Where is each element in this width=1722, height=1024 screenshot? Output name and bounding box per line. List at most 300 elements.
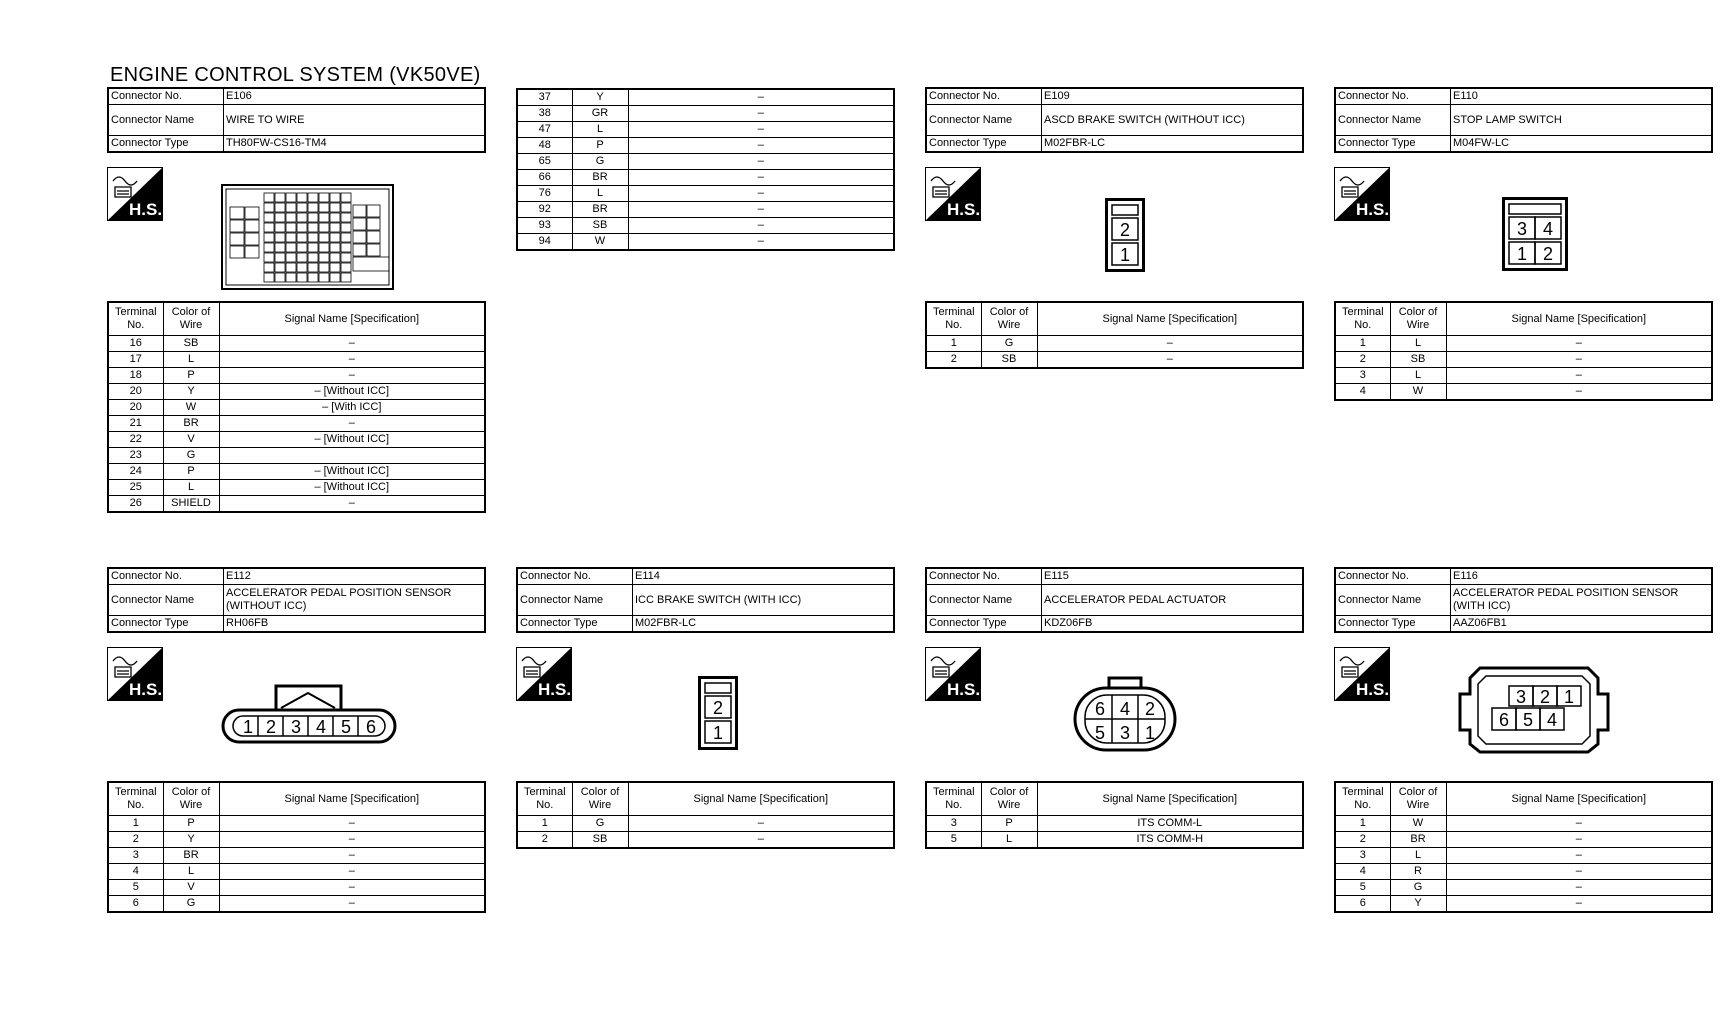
- terminal-no-cell: 3: [926, 816, 981, 832]
- wire-color-cell: BR: [1390, 832, 1446, 848]
- wire-color-cell: G: [163, 896, 219, 913]
- connector-name-label: Connector Name: [517, 585, 633, 616]
- table-row: [517, 218, 894, 234]
- terminal-no-cell: 3: [1335, 848, 1390, 864]
- connector-header-table: [1334, 87, 1713, 153]
- pin-label: 1: [1563, 687, 1575, 707]
- signal-name-cell: –: [219, 848, 485, 864]
- terminal-no-cell: 94: [517, 234, 572, 251]
- hs-icon: [1334, 167, 1390, 221]
- color-of-wire-header: Color of Wire: [981, 302, 1037, 336]
- wire-color-cell: G: [981, 336, 1037, 352]
- color-of-wire-header: Color of Wire: [163, 302, 219, 336]
- wire-color-cell: Y: [1390, 896, 1446, 913]
- pin-label: 2: [1539, 687, 1551, 707]
- terminal-no-cell: 1: [1335, 816, 1390, 832]
- connector-no-value: E112: [224, 568, 486, 585]
- wire-color-cell: G: [572, 816, 628, 832]
- signal-name-cell: –: [219, 496, 485, 513]
- table-row: [108, 832, 485, 848]
- pin-label: 2: [1144, 699, 1156, 719]
- table-row: [1335, 896, 1712, 913]
- pin-label: 3: [1516, 219, 1528, 239]
- terminal-no-cell: 20: [108, 400, 163, 416]
- wire-color-cell: L: [1390, 336, 1446, 352]
- signal-name-cell: –: [1446, 896, 1712, 913]
- wire-color-cell: Y: [163, 832, 219, 848]
- wire-color-cell: V: [163, 432, 219, 448]
- terminal-no-cell: 47: [517, 122, 572, 138]
- pin-label: 5: [1522, 710, 1534, 730]
- terminal-no-cell: 18: [108, 368, 163, 384]
- connector-type-label: Connector Type: [1335, 136, 1451, 153]
- connector-no-value: E110: [1451, 88, 1713, 105]
- signal-name-header: Signal Name [Specification]: [1037, 782, 1303, 816]
- connector-name-value: STOP LAMP SWITCH: [1451, 105, 1713, 136]
- connector-e116: [1334, 567, 1713, 633]
- pin-label: 3: [1515, 687, 1527, 707]
- pin-label: 2: [265, 717, 277, 737]
- hs-icon: [516, 647, 572, 701]
- terminal-no-cell: 26: [108, 496, 163, 513]
- signal-name-header: Signal Name [Specification]: [1446, 302, 1712, 336]
- wire-color-cell: SB: [572, 832, 628, 849]
- connector-type-label: Connector Type: [926, 616, 1042, 633]
- pin-label: 5: [340, 717, 352, 737]
- table-row: [1335, 336, 1712, 352]
- table-row: [517, 186, 894, 202]
- wire-color-cell: P: [163, 816, 219, 832]
- terminal-no-cell: 3: [1335, 368, 1390, 384]
- terminal-no-cell: 92: [517, 202, 572, 218]
- terminal-no-header: Terminal No.: [926, 302, 981, 336]
- terminal-no-cell: 4: [108, 864, 163, 880]
- table-row: [1335, 352, 1712, 368]
- connector-face-e116: [1458, 666, 1610, 759]
- connector-face-e110: [1502, 197, 1568, 276]
- terminal-no-cell: 1: [926, 336, 981, 352]
- connector-name-label: Connector Name: [926, 585, 1042, 616]
- table-row: [517, 154, 894, 170]
- terminal-no-cell: 1: [1335, 336, 1390, 352]
- connector-name-value: ICC BRAKE SWITCH (WITH ICC): [633, 585, 895, 616]
- terminal-no-cell: 16: [108, 336, 163, 352]
- terminal-no-cell: 25: [108, 480, 163, 496]
- connector-e114: [516, 567, 895, 633]
- signal-name-header: Signal Name [Specification]: [628, 782, 894, 816]
- table-row: [108, 864, 485, 880]
- wire-color-cell: G: [572, 154, 628, 170]
- connector-no-label: Connector No.: [926, 568, 1042, 585]
- wire-color-cell: Y: [163, 384, 219, 400]
- terminal-no-cell: 1: [108, 816, 163, 832]
- connector-no-label: Connector No.: [926, 88, 1042, 105]
- signal-name-cell: ITS COMM-L: [1037, 816, 1303, 832]
- table-row: [1335, 832, 1712, 848]
- table-row: [1335, 816, 1712, 832]
- terminal-table-e110: [1334, 301, 1713, 401]
- hs-icon: [107, 167, 163, 221]
- signal-name-cell: ITS COMM-H: [1037, 832, 1303, 849]
- table-row: [1335, 368, 1712, 384]
- connector-face-e109: [1105, 198, 1145, 277]
- connector-name-value: ACCELERATOR PEDAL POSITION SENSOR (WITH ICC): [1451, 585, 1713, 616]
- signal-name-cell: –: [219, 896, 485, 913]
- wire-color-cell: BR: [163, 848, 219, 864]
- signal-name-cell: –: [1446, 336, 1712, 352]
- connector-header-table: [1334, 567, 1713, 633]
- wire-color-cell: L: [163, 352, 219, 368]
- pin-label: 6: [365, 717, 377, 737]
- pin-label: 4: [1542, 219, 1554, 239]
- wire-color-cell: R: [1390, 864, 1446, 880]
- connector-type-value: M04FW-LC: [1451, 136, 1713, 153]
- wire-color-cell: BR: [572, 202, 628, 218]
- wire-color-cell: W: [1390, 384, 1446, 401]
- terminal-table-e109: [925, 301, 1304, 369]
- table-row: [108, 880, 485, 896]
- connector-header-table: [107, 567, 486, 633]
- signal-name-cell: – [With ICC]: [219, 400, 485, 416]
- hs-icon: [925, 167, 981, 221]
- signal-name-cell: –: [219, 352, 485, 368]
- connector-name-value: WIRE TO WIRE: [224, 105, 486, 136]
- wire-color-cell: L: [163, 480, 219, 496]
- table-row: [108, 336, 485, 352]
- wire-color-cell: SHIELD: [163, 496, 219, 513]
- terminal-no-header: Terminal No.: [926, 782, 981, 816]
- hs-icon: [107, 647, 163, 701]
- connector-name-value: ACCELERATOR PEDAL ACTUATOR: [1042, 585, 1304, 616]
- wire-color-cell: BR: [163, 416, 219, 432]
- wire-color-cell: P: [572, 138, 628, 154]
- connector-header-table: [925, 87, 1304, 153]
- connector-name-label: Connector Name: [1335, 105, 1451, 136]
- terminal-no-cell: 17: [108, 352, 163, 368]
- signal-name-cell: –: [628, 89, 894, 106]
- connector-type-value: AAZ06FB1: [1451, 616, 1713, 633]
- pin-label: 6: [1094, 699, 1106, 719]
- pin-label: 2: [1119, 220, 1131, 240]
- pin-label: 1: [712, 723, 724, 743]
- table-row: [108, 384, 485, 400]
- terminal-no-cell: 20: [108, 384, 163, 400]
- pin-label: 1: [1144, 723, 1156, 743]
- signal-name-header: Signal Name [Specification]: [219, 782, 485, 816]
- connector-header-table: [925, 567, 1304, 633]
- wire-color-cell: SB: [981, 352, 1037, 369]
- pin-label: 2: [1542, 244, 1554, 264]
- signal-name-cell: –: [628, 816, 894, 832]
- pin-label: 4: [1546, 710, 1558, 730]
- hs-label: H.S.: [947, 200, 981, 219]
- terminal-no-cell: 5: [108, 880, 163, 896]
- signal-name-cell: –: [628, 106, 894, 122]
- table-row: [517, 816, 894, 832]
- wire-color-cell: L: [1390, 848, 1446, 864]
- terminal-no-cell: 24: [108, 464, 163, 480]
- pin-label: 4: [315, 717, 327, 737]
- signal-name-cell: –: [219, 816, 485, 832]
- table-row: [517, 122, 894, 138]
- signal-name-cell: –: [628, 202, 894, 218]
- signal-name-cell: –: [1446, 384, 1712, 401]
- terminal-no-cell: 6: [1335, 896, 1390, 913]
- terminal-no-cell: 5: [1335, 880, 1390, 896]
- wire-color-cell: V: [163, 880, 219, 896]
- pin-label: 1: [1119, 245, 1131, 265]
- terminal-table-e106: [107, 301, 486, 513]
- table-row: [926, 352, 1303, 369]
- signal-name-cell: –: [1037, 336, 1303, 352]
- connector-type-value: TH80FW-CS16-TM4: [224, 136, 486, 153]
- signal-name-cell: [219, 448, 485, 464]
- terminal-no-cell: 2: [926, 352, 981, 369]
- signal-name-cell: – [Without ICC]: [219, 480, 485, 496]
- wire-color-cell: W: [1390, 816, 1446, 832]
- terminal-no-cell: 4: [1335, 864, 1390, 880]
- terminal-table-e114: [516, 781, 895, 849]
- connector-e115: [925, 567, 1304, 633]
- signal-name-header: Signal Name [Specification]: [219, 302, 485, 336]
- signal-name-cell: –: [219, 368, 485, 384]
- pin-label: 3: [1119, 723, 1131, 743]
- pin-label: 6: [1498, 710, 1510, 730]
- signal-name-cell: –: [628, 832, 894, 849]
- connector-no-label: Connector No.: [1335, 568, 1451, 585]
- connector-type-label: Connector Type: [517, 616, 633, 633]
- table-row: [517, 170, 894, 186]
- table-row: [926, 832, 1303, 849]
- table-row: [926, 816, 1303, 832]
- table-row: [517, 89, 894, 106]
- signal-name-cell: –: [1446, 848, 1712, 864]
- signal-name-cell: –: [628, 122, 894, 138]
- connector-no-label: Connector No.: [517, 568, 633, 585]
- wire-color-cell: L: [1390, 368, 1446, 384]
- wire-color-cell: G: [163, 448, 219, 464]
- signal-name-cell: –: [628, 138, 894, 154]
- hs-label: H.S.: [538, 680, 572, 699]
- connector-face-e115: [1073, 676, 1177, 757]
- connector-name-value: ACCELERATOR PEDAL POSITION SENSOR (WITHOUT ICC): [224, 585, 486, 616]
- connector-header-table: [107, 87, 486, 153]
- terminal-no-cell: 93: [517, 218, 572, 234]
- terminal-no-cell: 66: [517, 170, 572, 186]
- signal-name-cell: –: [219, 864, 485, 880]
- terminal-no-cell: 23: [108, 448, 163, 464]
- terminal-no-cell: 5: [926, 832, 981, 849]
- wire-color-cell: SB: [163, 336, 219, 352]
- wire-color-cell: SB: [572, 218, 628, 234]
- signal-name-cell: –: [219, 880, 485, 896]
- terminal-no-cell: 1: [517, 816, 572, 832]
- terminal-table-e112: [107, 781, 486, 913]
- connector-type-label: Connector Type: [108, 136, 224, 153]
- pin-label: 1: [1516, 244, 1528, 264]
- signal-name-cell: –: [628, 154, 894, 170]
- signal-name-cell: –: [628, 234, 894, 251]
- wire-color-cell: BR: [572, 170, 628, 186]
- table-row: [108, 496, 485, 513]
- terminal-no-header: Terminal No.: [108, 782, 163, 816]
- table-row: [108, 368, 485, 384]
- signal-name-cell: –: [1446, 368, 1712, 384]
- connector-face-e114: [698, 676, 738, 755]
- table-row: [1335, 384, 1712, 401]
- table-row: [108, 448, 485, 464]
- terminal-no-cell: 48: [517, 138, 572, 154]
- connector-face-e106: [220, 183, 395, 298]
- wire-color-cell: L: [572, 122, 628, 138]
- signal-name-cell: –: [628, 170, 894, 186]
- wire-color-cell: SB: [1390, 352, 1446, 368]
- signal-name-cell: –: [219, 416, 485, 432]
- signal-name-cell: –: [1446, 816, 1712, 832]
- pin-label: 3: [290, 717, 302, 737]
- connector-name-label: Connector Name: [926, 105, 1042, 136]
- signal-name-cell: –: [1037, 352, 1303, 369]
- connector-type-label: Connector Type: [1335, 616, 1451, 633]
- wire-color-cell: L: [981, 832, 1037, 849]
- signal-name-cell: –: [628, 186, 894, 202]
- table-row: [1335, 880, 1712, 896]
- pin-label: 2: [712, 698, 724, 718]
- table-row: [517, 106, 894, 122]
- terminal-no-cell: 2: [1335, 352, 1390, 368]
- connector-face-e112: [221, 683, 397, 750]
- color-of-wire-header: Color of Wire: [1390, 782, 1446, 816]
- terminal-no-cell: 21: [108, 416, 163, 432]
- connector-no-value: E115: [1042, 568, 1304, 585]
- table-row: [926, 336, 1303, 352]
- table-row: [517, 202, 894, 218]
- connector-name-value: ASCD BRAKE SWITCH (WITHOUT ICC): [1042, 105, 1304, 136]
- wire-color-cell: P: [163, 464, 219, 480]
- wire-color-cell: L: [572, 186, 628, 202]
- terminal-no-header: Terminal No.: [1335, 782, 1390, 816]
- pin-label: 5: [1094, 723, 1106, 743]
- connector-e106-drawing: [220, 183, 395, 293]
- terminal-no-cell: 4: [1335, 384, 1390, 401]
- connector-no-value: E116: [1451, 568, 1713, 585]
- connector-e110: [1334, 87, 1713, 153]
- signal-name-cell: – [Without ICC]: [219, 464, 485, 480]
- color-of-wire-header: Color of Wire: [981, 782, 1037, 816]
- signal-name-cell: – [Without ICC]: [219, 384, 485, 400]
- terminal-no-cell: 2: [517, 832, 572, 849]
- connector-no-value: E106: [224, 88, 486, 105]
- table-row: [108, 352, 485, 368]
- terminal-table-e115: [925, 781, 1304, 849]
- signal-name-cell: –: [1446, 880, 1712, 896]
- connector-type-value: KDZ06FB: [1042, 616, 1304, 633]
- terminal-no-cell: 65: [517, 154, 572, 170]
- hs-label: H.S.: [1356, 200, 1390, 219]
- terminal-no-cell: 38: [517, 106, 572, 122]
- table-row: [108, 432, 485, 448]
- terminal-no-header: Terminal No.: [517, 782, 572, 816]
- wire-color-cell: L: [163, 864, 219, 880]
- terminal-no-cell: 3: [108, 848, 163, 864]
- hs-label: H.S.: [1356, 680, 1390, 699]
- terminal-no-cell: 2: [108, 832, 163, 848]
- color-of-wire-header: Color of Wire: [572, 782, 628, 816]
- terminal-no-cell: 22: [108, 432, 163, 448]
- hs-label: H.S.: [129, 680, 163, 699]
- hs-label: H.S.: [129, 200, 163, 219]
- table-row: [108, 416, 485, 432]
- signal-name-cell: – [Without ICC]: [219, 432, 485, 448]
- page-title: ENGINE CONTROL SYSTEM (VK50VE): [110, 64, 481, 86]
- wire-color-cell: GR: [572, 106, 628, 122]
- signal-name-cell: –: [1446, 864, 1712, 880]
- table-row: [1335, 864, 1712, 880]
- pin-label: 4: [1119, 699, 1131, 719]
- wire-color-cell: P: [163, 368, 219, 384]
- connector-no-label: Connector No.: [108, 88, 224, 105]
- terminal-no-cell: 76: [517, 186, 572, 202]
- wire-color-cell: W: [572, 234, 628, 251]
- connector-type-label: Connector Type: [108, 616, 224, 633]
- connector-no-value: E109: [1042, 88, 1304, 105]
- table-row: [517, 234, 894, 251]
- signal-name-cell: –: [628, 218, 894, 234]
- connector-type-label: Connector Type: [926, 136, 1042, 153]
- connector-name-label: Connector Name: [108, 105, 224, 136]
- connector-e109: [925, 87, 1304, 153]
- wire-color-cell: W: [163, 400, 219, 416]
- table-row: [517, 832, 894, 849]
- color-of-wire-header: Color of Wire: [163, 782, 219, 816]
- pin-label: 1: [242, 717, 254, 737]
- hs-icon: [925, 647, 981, 701]
- connector-type-value: M02FBR-LC: [633, 616, 895, 633]
- table-row: [108, 896, 485, 913]
- connector-name-label: Connector Name: [1335, 585, 1451, 616]
- signal-name-cell: –: [219, 832, 485, 848]
- table-row: [517, 138, 894, 154]
- wire-color-cell: Y: [572, 89, 628, 106]
- connector-no-value: E114: [633, 568, 895, 585]
- connector-e112: [107, 567, 486, 633]
- signal-name-cell: –: [1446, 352, 1712, 368]
- terminal-no-cell: 37: [517, 89, 572, 106]
- table-row: [108, 816, 485, 832]
- connector-no-label: Connector No.: [108, 568, 224, 585]
- table-row: [1335, 848, 1712, 864]
- terminal-no-header: Terminal No.: [1335, 302, 1390, 336]
- connector-e106: [107, 87, 486, 153]
- signal-name-header: Signal Name [Specification]: [1446, 782, 1712, 816]
- terminal-no-header: Terminal No.: [108, 302, 163, 336]
- connector-header-table: [516, 567, 895, 633]
- terminal-no-cell: 6: [108, 896, 163, 913]
- table-row: [108, 400, 485, 416]
- terminal-table-e116: [1334, 781, 1713, 913]
- table-row: [108, 848, 485, 864]
- connector-no-label: Connector No.: [1335, 88, 1451, 105]
- terminal-table-e106-continued: [516, 88, 895, 251]
- signal-name-header: Signal Name [Specification]: [1037, 302, 1303, 336]
- wire-color-cell: P: [981, 816, 1037, 832]
- signal-name-cell: –: [219, 336, 485, 352]
- hs-label: H.S.: [947, 680, 981, 699]
- signal-name-cell: –: [1446, 832, 1712, 848]
- color-of-wire-header: Color of Wire: [1390, 302, 1446, 336]
- hs-icon: [1334, 647, 1390, 701]
- table-row: [108, 480, 485, 496]
